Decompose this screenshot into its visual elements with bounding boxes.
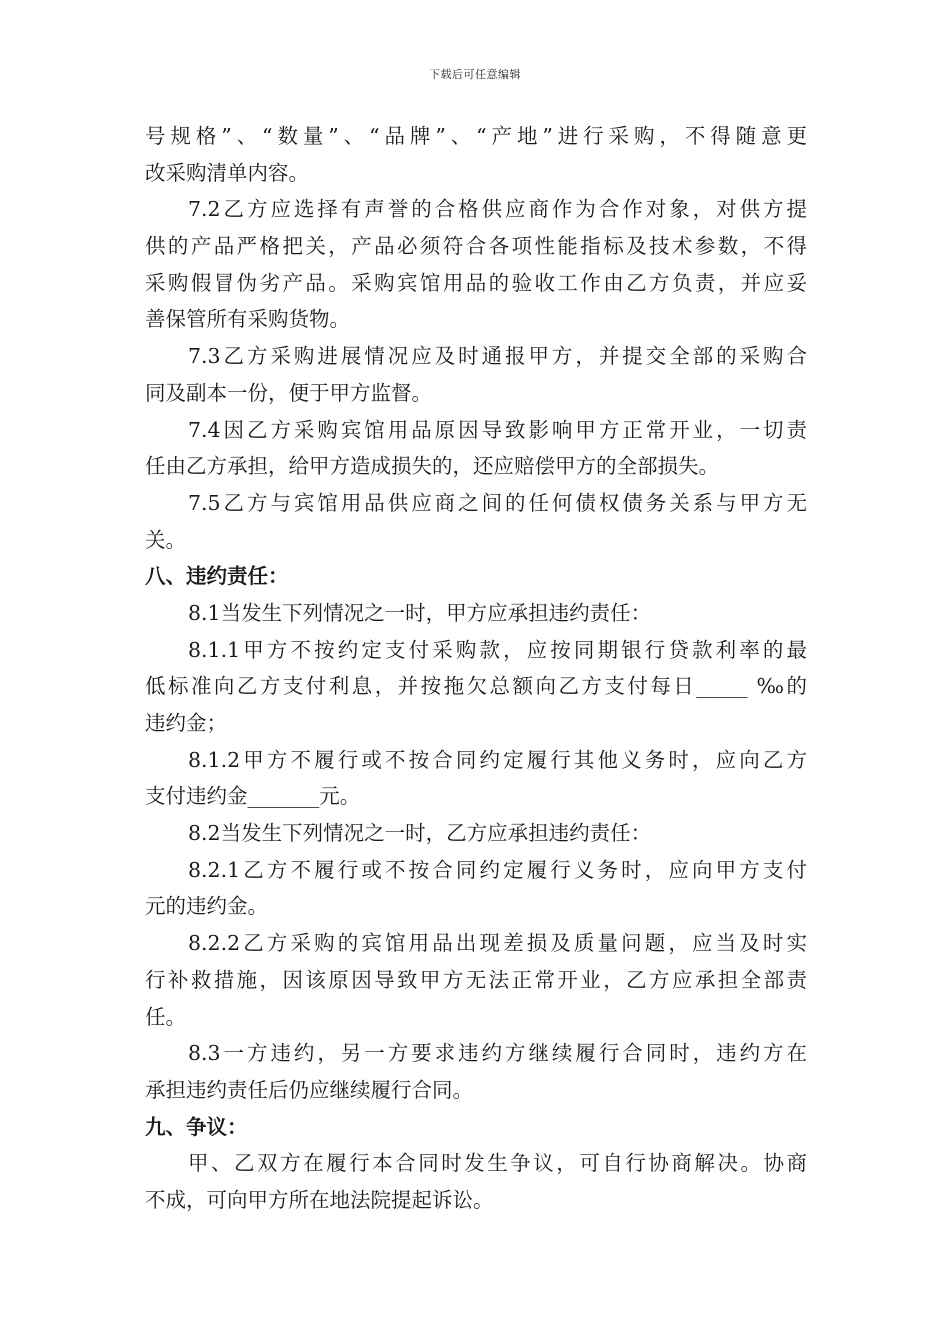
dispute-paragraph: 甲、乙双方在履行本合同时发生争议，可自行协商解决。协商 (188, 1151, 807, 1176)
body-line: 采购假冒伪劣产品。采购宾馆用品的验收工作由乙方负责，并应妥 (145, 270, 807, 295)
clause-7-4: 7.4因乙方采购宾馆用品原因导致影响甲方正常开业，一切责 (188, 417, 807, 442)
body-line: 行补救措施，因该原因导致甲方无法正常开业，乙方应承担全部责 (145, 967, 807, 992)
body-line: 低标准向乙方支付利息，并按拖欠总额向乙方支付每日_____ ‰的 (145, 674, 807, 699)
body-line: 关。 (145, 527, 186, 552)
body-line: 改采购清单内容。 (145, 160, 309, 185)
body-line: 支付违约金_______元。 (145, 784, 361, 809)
body-line: 供的产品严格把关，产品必须符合各项性能指标及技术参数，不得 (145, 234, 807, 259)
body-line: 任由乙方承担，给甲方造成损失的，还应赔偿甲方的全部损失。 (145, 454, 719, 479)
clause-8-2-2: 8.2.2乙方采购的宾馆用品出现差损及质量问题，应当及时实 (188, 931, 807, 956)
body-line: 同及副本一份，便于甲方监督。 (145, 380, 432, 405)
body-line: 任。 (145, 1004, 186, 1029)
section-heading-8: 八、违约责任： (145, 564, 289, 589)
body-line: 善保管所有采购货物。 (145, 307, 350, 332)
clause-8-1: 8.1当发生下列情况之一时，甲方应承担违约责任： (188, 600, 652, 625)
clause-7-3: 7.3乙方采购进展情况应及时通报甲方，并提交全部的采购合 (188, 344, 807, 369)
clause-8-1-1: 8.1.1甲方不按约定支付采购款，应按同期银行贷款利率的最 (188, 637, 807, 662)
body-line: 号规格”、“数量”、“品牌”、“产地”进行采购，不得随意更 (145, 124, 807, 148)
page-header: 下载后可任意编辑 (429, 68, 521, 81)
clause-8-1-2: 8.1.2甲方不履行或不按合同约定履行其他义务时，应向乙方 (188, 747, 807, 772)
body-line: 承担违约责任后仍应继续履行合同。 (145, 1077, 473, 1102)
section-heading-9: 九、争议： (145, 1114, 248, 1139)
clause-7-2: 7.2乙方应选择有声誉的合格供应商作为合作对象，对供方提 (188, 197, 807, 222)
clause-8-2: 8.2当发生下列情况之一时，乙方应承担违约责任： (188, 821, 652, 846)
body-line: 元的违约金。 (145, 894, 268, 919)
clause-7-5: 7.5乙方与宾馆用品供应商之间的任何债权债务关系与甲方无 (188, 490, 807, 515)
body-line: 违约金； (145, 711, 227, 735)
document-body (145, 118, 807, 1219)
clause-8-2-1: 8.2.1乙方不履行或不按合同约定履行义务时，应向甲方支付 (188, 857, 807, 882)
clause-8-3: 8.3一方违约，另一方要求违约方继续履行合同时，违约方在 (188, 1041, 807, 1066)
body-line: 不成，可向甲方所在地法院提起诉讼。 (145, 1187, 494, 1212)
